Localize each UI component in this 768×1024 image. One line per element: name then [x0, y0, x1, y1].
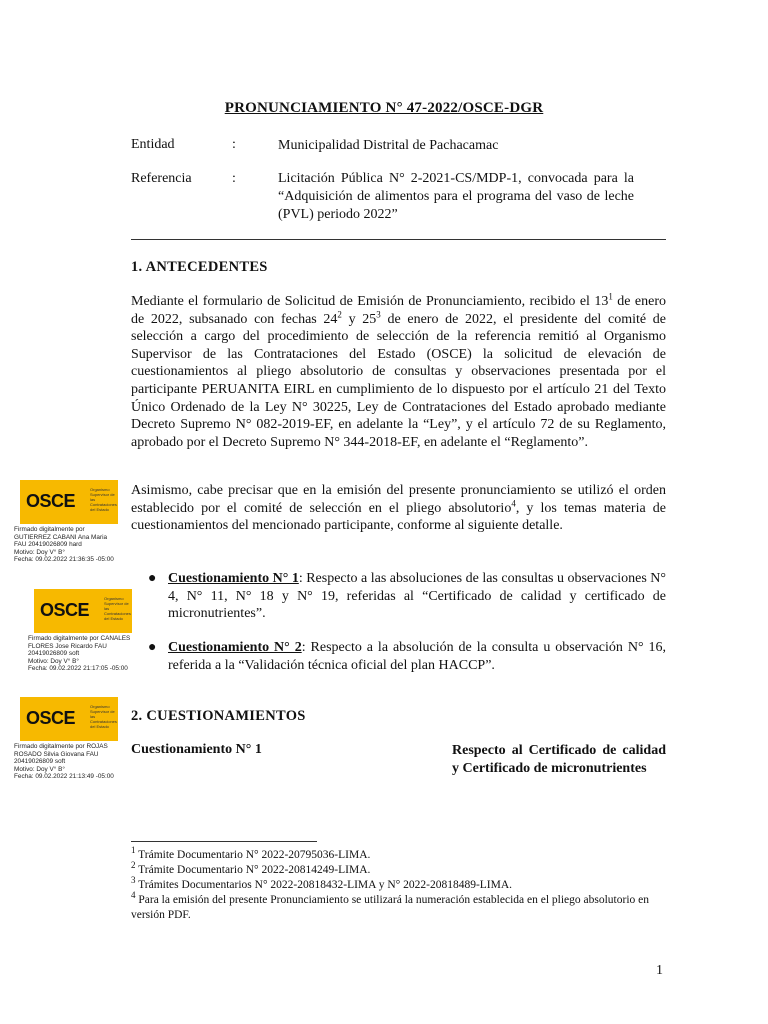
list-item-cuestionamiento-2: Cuestionamiento N° 2: Respecto a la absolución de la consulta u observación N° 16, referida a la “Validación técnica oficial del plan HACCP”.	[168, 640, 666, 673]
footnote-ref-3: 3	[376, 308, 381, 319]
entidad-colon: :	[232, 137, 236, 152]
signature-details: Firmado digitalmente por GUTIERREZ CABANI Ana Maria FAU 20419026809 hard Motivo: Doy V° B° Fecha: 09.02.2022 21:36:35 -05:00	[14, 526, 114, 564]
osce-logo-text: OSCE	[26, 491, 76, 511]
footnote: $^1$ Trámite Documentario N° 2022-20795036-LIMA.	[131, 845, 371, 861]
entidad-label: Entidad	[131, 137, 175, 152]
bullet-dot: ●	[148, 571, 157, 586]
footnote: $^4$ Para la emisión del presente Pronunciamiento se utilizará la numeración establecida en el pliego absolutorio en versión PDF.	[131, 890, 649, 921]
document-title: PRONUNCIAMIENTO N° 47-2022/OSCE-DGR	[224, 100, 544, 116]
footnote-ref-1: 1	[608, 291, 613, 302]
referencia-value: Licitación Pública N° 2-2021-CS/MDP-1, convocada para la “Adquisición de alimentos para el programa del vaso de leche (PVL) periodo 2022”	[278, 171, 634, 222]
list-item-cuestionamiento-1: Cuestionamiento N° 1: Respecto a las absoluciones de las consultas u observaciones N° 4, N° 11, N° 18 y N° 19, referidas al “Certificado de calidad y certificado de micronutrientes”.	[168, 571, 666, 622]
header-divider	[131, 239, 666, 240]
section-heading-antecedentes: 1. ANTECEDENTES	[131, 259, 268, 275]
referencia-colon: :	[232, 171, 236, 186]
osce-logo-text: OSCE	[26, 708, 76, 728]
section-heading-cuestionamientos: 2. CUESTIONAMIENTOS	[131, 708, 306, 724]
footnote: $^2$ Trámite Documentario N° 2022-20814249-LIMA.	[131, 860, 371, 876]
osce-logo-text: OSCE	[40, 600, 90, 620]
osce-logo: OSCE Organismo Supervisor de las Contrataciones del Estado	[20, 480, 118, 524]
cuestionamiento-heading: Cuestionamiento N° 1	[131, 742, 262, 757]
paragraph-antecedentes-1: Mediante el formulario de Solicitud de Emisión de Pronunciamiento, recibido el $13^1$ de enero de 2022, subsanado con fechas $24^2$ y $25^3$ de enero de 2022, el presidente del comité de selección a cargo del procedimiento de selección de la referencia remitió al Organismo Supervisor de las Contrataciones del Estado (OSCE) la solicitud de elevación de cuestionamientos al pliego absolutorio de consultas y observaciones presentada por el participante PERUANITA EIRL en cumplimiento de lo dispuesto por el artículo 21 del Texto Único Ordenado de la Ley N° 30225, Ley de Contrataciones del Estado aprobado mediante Decreto Supremo N° 082-2019-EF, en adelante la “Ley”, y el artículo 72 de su Reglamento, aprobado por el Decreto Supremo N° 344-2018-EF, en adelante el “Reglamento”.	[131, 291, 666, 450]
paragraph-antecedentes-2: Asimismo, cabe precisar que en la emisión del presente pronunciamiento se utilizó el orden establecido por el comité de selección en el pliego absolutorio$^4$, y los temas materia de cuestionamientos del mencionado participante, conforme al siguiente detalle.	[131, 483, 666, 534]
signature-details: Firmado digitalmente por ROJAS ROSADO Silvia Giovana FAU 20419026809 soft Motivo: Doy V° B° Fecha: 09.02.2022 21:13:49 -05:00	[14, 743, 114, 781]
footnote: $^3$ Trámites Documentarios N° 2022-20818432-LIMA y N° 2022-20818489-LIMA.	[131, 875, 513, 891]
bullet-dot: ●	[148, 640, 157, 655]
page-number: 1	[656, 963, 663, 978]
entidad-value: Municipalidad Distrital de Pachacamac	[278, 138, 499, 153]
footnote-divider	[131, 841, 317, 842]
footnote-ref-4: 4	[511, 497, 516, 508]
signature-details: Firmado digitalmente por CANALES FLORES Jose Ricardo FAU 20419026809 soft Motivo: Doy V° B° Fecha: 09.02.2022 21:17:05 -05:00	[28, 635, 131, 673]
cuestionamiento-subject: Respecto al Certificado de calidad y Certificado de micronutrientes	[452, 743, 666, 776]
osce-logo: OSCE Organismo Supervisor de las Contrataciones del Estado	[34, 589, 132, 633]
referencia-label: Referencia	[131, 171, 192, 186]
osce-logo: OSCE Organismo Supervisor de las Contrataciones del Estado	[20, 697, 118, 741]
footnote-ref-2: 2	[337, 308, 342, 319]
